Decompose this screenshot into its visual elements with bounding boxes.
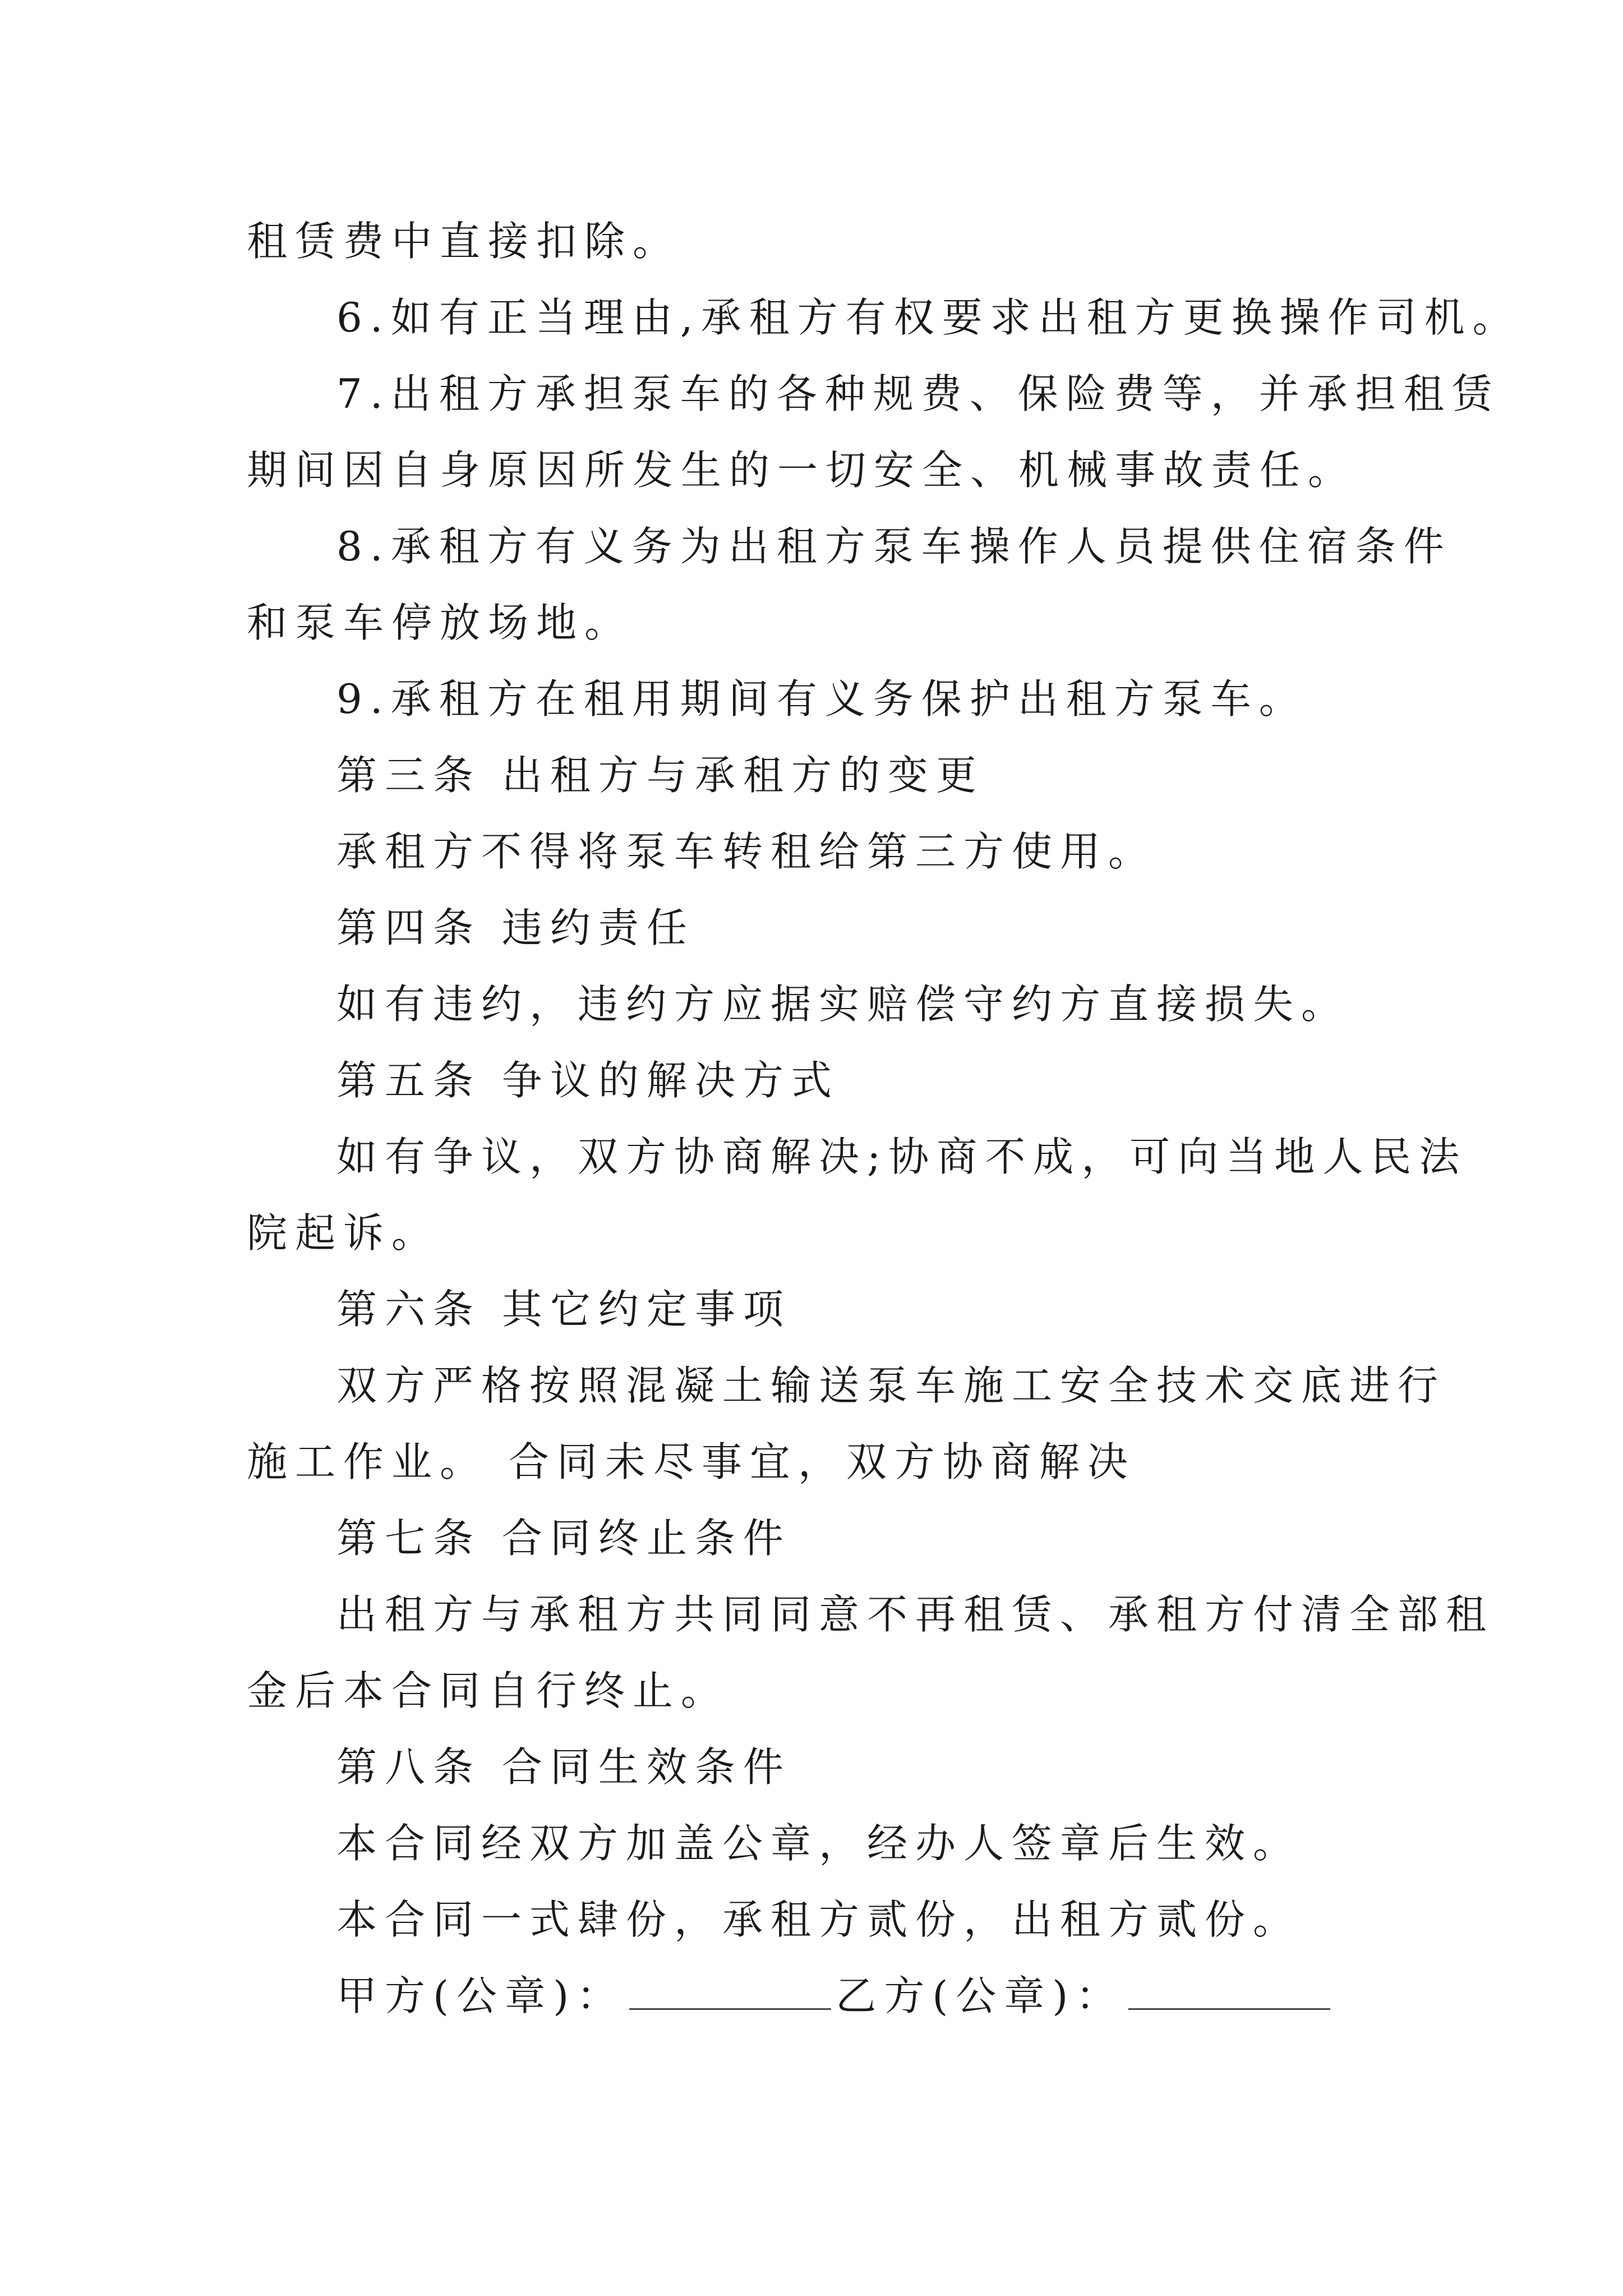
text-line: 租赁费中直接扣除。 xyxy=(247,218,681,265)
text-line: 施工作业。 合同未尽事宜，双方协商解决 xyxy=(247,1438,1136,1485)
text-line: 如有违约，违约方应据实赔偿守约方直接损失。 xyxy=(336,981,1350,1028)
text-line: 6.如有正当理由,承租方有权要求出租方更换操作司机。 xyxy=(336,294,1521,341)
text-line: 期间因自身原因所发生的一切安全、机械事故责任。 xyxy=(247,447,1357,494)
section-heading: 第三条 出租方与承租方的变更 xyxy=(336,752,984,799)
text-line: 7.出租方承担泵车的各种规费、保险费等，并承担租赁 xyxy=(336,370,1500,417)
text-line: 承租方不得将泵车转租给第三方使用。 xyxy=(336,828,1157,875)
text-line: 和泵车停放场地。 xyxy=(247,599,633,646)
section-heading: 第六条 其它约定事项 xyxy=(336,1286,791,1333)
section-heading: 第四条 违约责任 xyxy=(336,904,695,951)
section-heading: 第七条 合同终止条件 xyxy=(336,1515,791,1562)
party-a-label: 甲方(公章)： xyxy=(336,1972,625,2019)
party-b-blank xyxy=(1128,2006,1330,2010)
text-line: 出租方与承租方共同同意不再租赁、承租方付清全部租 xyxy=(336,1591,1495,1638)
section-heading: 第八条 合同生效条件 xyxy=(336,1743,791,1791)
text-line: 双方严格按照混凝土输送泵车施工安全技术交底进行 xyxy=(336,1362,1446,1409)
text-line: 如有争议，双方协商解决;协商不成，可向当地人民法 xyxy=(336,1133,1468,1180)
signature-line xyxy=(336,1968,1335,2024)
text-line: 院起诉。 xyxy=(247,1209,440,1257)
text-line: 8.承租方有义务为出租方泵车操作人员提供住宿条件 xyxy=(336,523,1452,570)
section-heading: 第五条 争议的解决方式 xyxy=(336,1057,840,1104)
text-line: 9.承租方在租用期间有义务保护出租方泵车。 xyxy=(336,675,1307,723)
party-a-blank xyxy=(629,2006,831,2010)
text-line: 金后本合同自行终止。 xyxy=(247,1667,730,1714)
text-line: 本合同一式肆份，承租方贰份，出租方贰份。 xyxy=(336,1896,1302,1943)
text-line: 本合同经双方加盖公章，经办人签章后生效。 xyxy=(336,1820,1302,1867)
party-b-label: 乙方(公章)： xyxy=(836,1972,1124,2019)
